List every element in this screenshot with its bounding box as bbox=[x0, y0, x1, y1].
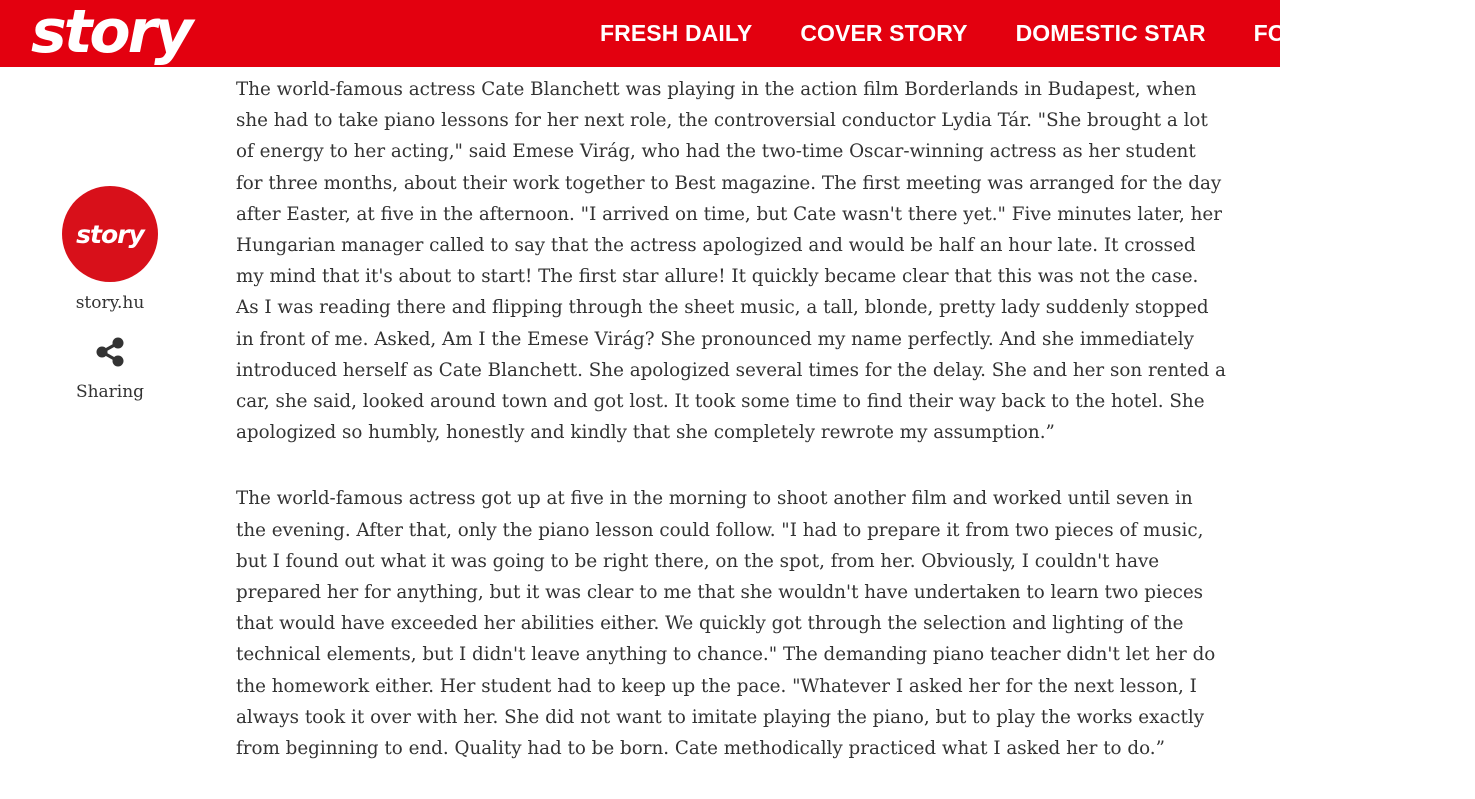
share-icon bbox=[93, 335, 127, 369]
top-navigation-bar bbox=[0, 0, 1427, 67]
share-button[interactable] bbox=[40, 335, 180, 402]
nav-item-domestic-star[interactable]: DOMESTIC STAR bbox=[1015, 20, 1206, 46]
author-sidebar bbox=[40, 186, 180, 402]
site-logo[interactable]: story bbox=[31, 0, 191, 67]
main-nav bbox=[600, 0, 1475, 67]
avatar-logo: story bbox=[76, 219, 144, 249]
nav-item-foreign-star[interactable]: FOREIGN STAR bbox=[1253, 20, 1427, 46]
nav-item-fresh-daily[interactable]: FRESH DAILY bbox=[600, 20, 753, 46]
article-body bbox=[236, 74, 1226, 799]
article-paragraph: The world-famous actress Cate Blanchett was playing in the action film Borderlands in Budapest, when she had to take piano lessons for her next role, the controversial conductor Lydia Tár. "She brought a lot of energy to her acting," said Emese Virág, who had the two-time Oscar-winning actress as her student for three months, about their work together to Best magazine. The first meeting was arranged for the day after Easter, at five in the afternoon. "I arrived on time, but Cate wasn't there yet." Five minutes later, her Hungarian manager called to say that the actress apologized and would be half an hour late. It crossed my mind that it's about to start! The first star allure! It quickly became clear that this was not the case. As I was reading there and flipping through the sheet music, a tall, blonde, pretty lady suddenly stopped in front of me. Asked, Am I the Emese Virág? She pronounced my name perfectly. And she immediately introduced herself as Cate Blanchett. She apologized several times for the delay. She and her son rented a car, she said, looked around town and got lost. It took some time to find their way back to the hotel. She apologized so humbly, honestly and kindly that she completely rewrote my assumption.” bbox=[236, 79, 1226, 444]
nav-item-cover-story[interactable]: COVER STORY bbox=[800, 20, 968, 46]
site-name[interactable]: story.hu bbox=[75, 293, 145, 313]
share-label: Sharing bbox=[75, 382, 145, 402]
article-paragraph: The world-famous actress got up at five in the morning to shoot another film and worked until seven in the evening. After that, only the piano lesson could follow. "I had to prepare it from two pieces of music, but I found out what it was going to be right there, on the spot, from her. Obviously, I couldn't have prepared her for anything, but it was clear to me that she wouldn't have undertaken to learn two pieces that would have exceeded her abilities either. We quickly got through the selection and lighting of the technical elements, but I didn't leave anything to chance." The demanding piano teacher didn't let her do the homework either. Her student had to keep up the pace. "Whatever I asked her for the next lesson, I always took it over with her. She did not want to imitate playing the piano, but to play the works exactly from beginning to end. Quality had to be born. Cate methodically practiced what I asked her to do.” bbox=[236, 488, 1216, 760]
avatar[interactable] bbox=[62, 186, 158, 282]
